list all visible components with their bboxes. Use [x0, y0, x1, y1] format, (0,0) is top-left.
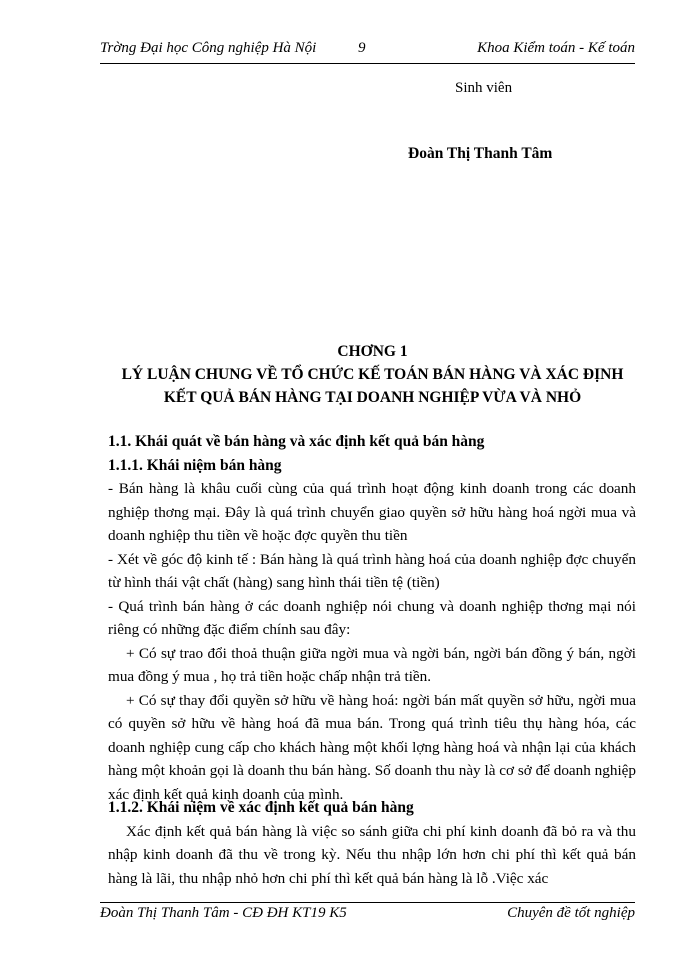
header-faculty: Khoa Kiểm toán - Kế toán	[477, 40, 635, 56]
footer-doc-type: Chuyên đề tốt nghiệp	[507, 905, 635, 921]
paragraph-sales-definition: - Bán hàng là khâu cuối cùng của quá trình hoạt động kinh doanh trong các doanh nghiệp thơng mại. Đây là quá trình chuyển giao quyền sở hữu hàng hoá ngời mua và doanh nghiệp thu tiền về hoặc đợc quyền thu tiền	[108, 480, 636, 544]
chapter-title-line2: KẾT QUẢ BÁN HÀNG TẠI DOANH NGHIỆP VỪA VÀ NHỎ	[163, 389, 582, 406]
header-rule	[100, 63, 635, 64]
chapter-title-line1: LÝ LUẬN CHUNG VỀ TỔ CHỨC KẾ TOÁN BÁN HÀNG VÀ XÁC ĐỊNH	[121, 366, 624, 383]
paragraph-economic-view: - Xét về góc độ kinh tế : Bán hàng là quá trình hàng hoá của doanh nghiệp đợc chuyển từ hình thái vật chất (hàng) sang hình thái tiền tệ (tiền)	[108, 550, 636, 591]
page-header	[100, 40, 635, 62]
signature-name: Đoàn Thị Thanh Tâm	[408, 145, 553, 162]
paragraph-bullet-exchange: + Có sự trao đổi thoả thuận giữa ngời mua và ngời bán, ngời bán đồng ý bán, ngời mua đồng ý mua , họ trả tiền hoặc chấp nhận trả tiền.	[108, 644, 636, 685]
paragraph-characteristics: - Quá trình bán hàng ở các doanh nghiệp nói chung và doanh nghiệp thơng mại nói riêng có những đặc điểm chính sau đây:	[108, 597, 636, 638]
page-footer	[100, 905, 635, 927]
section-heading-1-1-2: 1.1.2. Khái niệm về xác định kết quả bán hàng	[108, 799, 414, 816]
footer-author: Đoàn Thị Thanh Tâm - CĐ ĐH KT19 K5	[100, 905, 347, 921]
header-school: Trờng Đại học Công nghiệp Hà Nội	[100, 40, 317, 56]
paragraph-bullet-ownership: + Có sự thay đổi quyền sở hữu về hàng hoá: ngời bán mất quyền sở hữu, ngời mua có quyền sở hữu về hàng hoá đã mua bán. Trong quá trình tiêu thụ hàng hóa, các doanh nghiệp cung cấp cho khách hàng một khối lợng hàng hoá và nhận lại của khách hàng một khoản gọi là doanh thu bán hàng. Số doanh thu này là cơ sở để doanh nghiệp xác định kết quả kinh doanh của mình.	[108, 691, 636, 803]
body-text-block-1	[108, 430, 636, 806]
signature-label: Sinh viên	[455, 80, 513, 96]
section-heading-1-1: 1.1. Khái quát về bán hàng và xác định kết quả bán hàng	[108, 433, 485, 450]
header-page-number: 9	[358, 40, 366, 56]
paragraph-result-definition: Xác định kết quả bán hàng là việc so sánh giữa chi phí kinh doanh đã bỏ ra và thu nhập kinh doanh đã thu về trong kỳ. Nếu thu nhập lớn hơn chi phí thì kết quả bán hàng là lãi, thu nhập nhỏ hơn chi phí thì kết quả bán hàng là lỗ .Việc xác	[108, 822, 636, 887]
section-heading-1-1-1: 1.1.1. Khái niệm bán hàng	[108, 456, 282, 474]
body-text-block-2	[108, 796, 636, 890]
chapter-number: CHƠNG 1	[337, 343, 408, 360]
footer-rule	[100, 902, 635, 903]
